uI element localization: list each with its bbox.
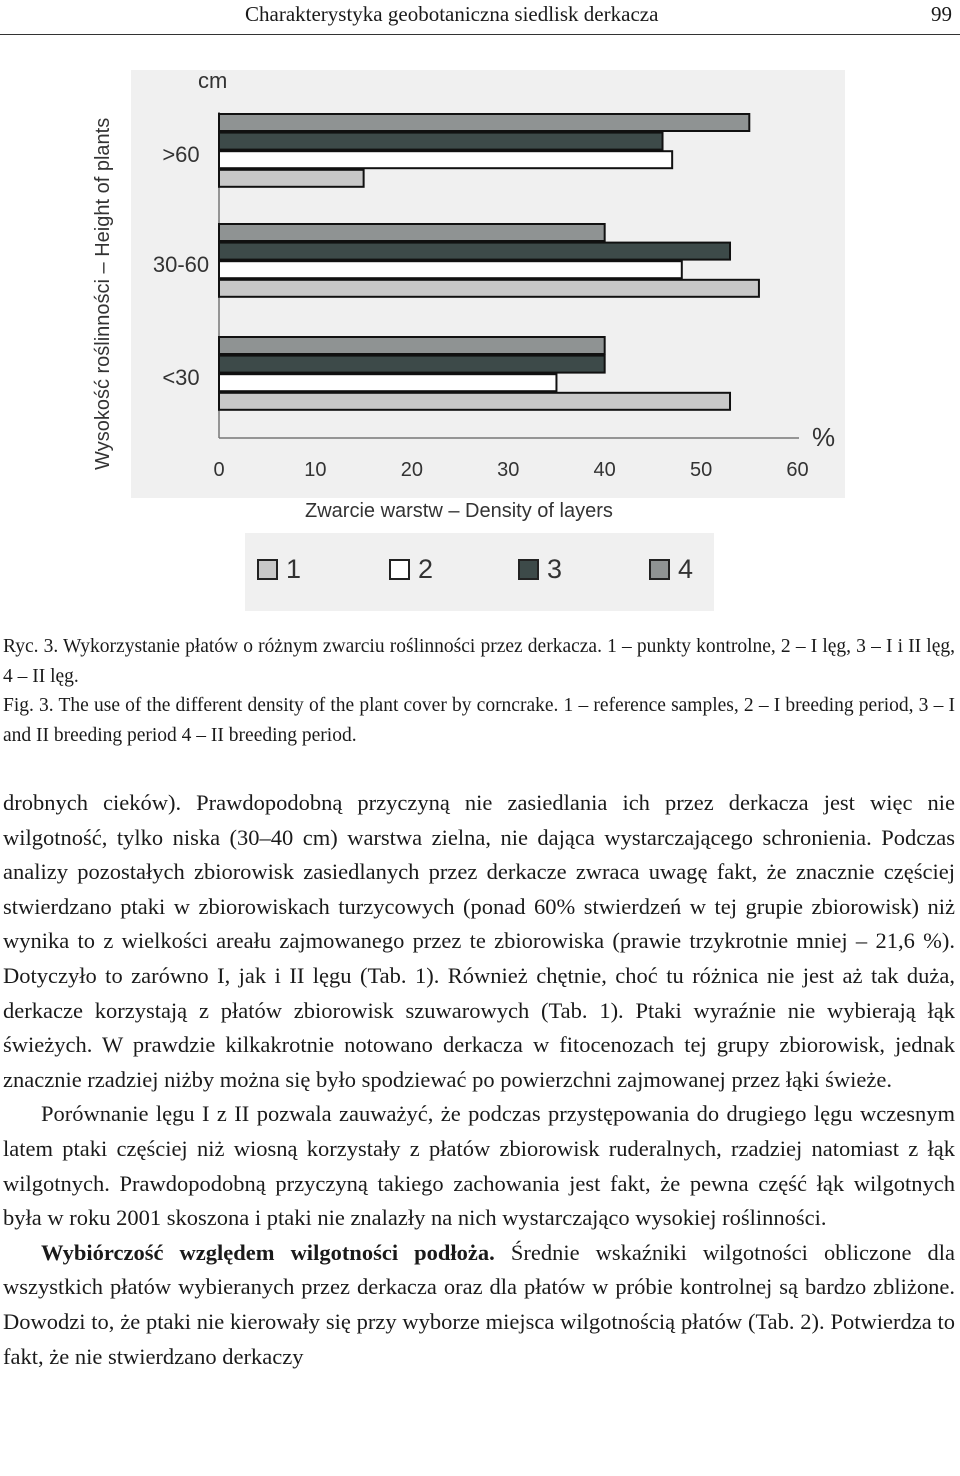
legend-swatch-1 bbox=[257, 559, 278, 580]
legend-item-3 bbox=[518, 553, 562, 585]
legend-swatch-3 bbox=[518, 559, 539, 580]
page-header bbox=[0, 0, 960, 35]
bar-series-4 bbox=[219, 114, 749, 131]
legend-label: 1 bbox=[286, 553, 302, 584]
figure-caption-en: Fig. 3. The use of the different density of the plant cover by corncrake. 1 – reference samples, 2 – I breeding period, 3 – I and II breeding period 4 – II breeding period. bbox=[3, 695, 955, 746]
bar-series-1 bbox=[219, 393, 730, 410]
legend-label: 2 bbox=[418, 553, 434, 584]
legend-item-1 bbox=[257, 553, 301, 585]
bar-chart bbox=[131, 70, 845, 498]
bar-series-2 bbox=[219, 151, 672, 168]
x-tick-label: 10 bbox=[304, 459, 327, 481]
unit-cm-label: cm bbox=[198, 70, 228, 93]
page-number: 99 bbox=[931, 2, 952, 26]
bar-series-2 bbox=[219, 374, 556, 391]
bar-series-1 bbox=[219, 170, 364, 187]
running-title: Charakterystyka geobotaniczna siedlisk derkacza bbox=[245, 2, 659, 26]
category-label: >60 bbox=[162, 142, 200, 167]
category-label: 30-60 bbox=[152, 252, 210, 277]
bar-series-3 bbox=[219, 133, 663, 150]
legend-label: 3 bbox=[547, 553, 563, 584]
paragraph: drobnych cieków). Prawdopodobną przyczyną nie zasiedlania ich przez derkacza jest więc nie wilgotność, tylko niska (30–40 cm) warstwa zielna, nie dająca wystarczającego schronienia. Podczas analizy pozostałych zbiorowisk zasiedlanych przez derkacze zwraca uwagę fakt, że znacznie częściej stwierdzano ptaki w zbiorowiskach turzycowych (ponad 60% stwierdzeń w tej grupie zbiorowisk) niż wynika to z wielkości areału zajmowanego przez te zbiorowiska (prawie trzykrotnie mniej – 21,6 %). Dotyczyło to zarówno I, jak i II lęgu (Tab. 1). Również chętnie, choć tu różnica nie jest aż tak duża, derkacze korzystają z płatów zbiorowisk szuwarowych (Tab. 1). Ptaki wyraźnie nie wybierają łąk świeżych. W prawdzie kilkakrotnie notowano derkacza w fitocenozach tej grupy zbiorowisk, jednak znacznie rzadziej niżby można się było spodziewać po powierzchni zajmowanej przez łąki świeże. bbox=[3, 790, 955, 1092]
paragraph bbox=[3, 1236, 955, 1374]
body-text bbox=[3, 786, 955, 1374]
bar-series-3 bbox=[219, 356, 605, 373]
paragraph-text: Średnie wskaźniki wilgotności obliczone dla wszystkich płatów wybieranych przez derkacza oraz dla płatów w próbie kontrolnej są bardzo zbliżone. Dowodzi to, że ptaki nie kierowały się przy wyborze miejsca wilgotnością płatów (Tab. 2). Potwierdza to fakt, że nie stwierdzano derkaczy bbox=[3, 1239, 955, 1369]
chart-legend bbox=[245, 533, 714, 611]
legend-item-2 bbox=[389, 553, 433, 585]
bar-chart-plot bbox=[131, 70, 845, 498]
legend-swatch-2 bbox=[389, 559, 410, 580]
legend-swatch-4 bbox=[649, 559, 670, 580]
legend-label: 4 bbox=[678, 553, 694, 584]
category-label: <30 bbox=[162, 365, 200, 390]
bar-series-1 bbox=[219, 280, 759, 297]
bar-series-4 bbox=[219, 337, 605, 354]
paragraph: Porównanie lęgu I z II pozwala zauważyć, że podczas przystępowania do drugiego lęgu wczesnym latem ptaki częściej niż wiosną korzystały z płatów zbiorowisk ruderalnych, rzadziej natomiast z łąk wilgotnych. Prawdopodobną przyczyną takiego zachowania jest fakt, że pewna część łąk wilgotnych była w roku 2001 skoszona i ptaki nie znalazły na nich wystarczająco wysokiej roślinności. bbox=[3, 1101, 955, 1231]
y-axis-label: Wysokość roślinności – Height of plants bbox=[92, 117, 114, 470]
bar-series-4 bbox=[219, 224, 605, 241]
x-tick-label: 20 bbox=[400, 459, 423, 481]
x-tick-label: 40 bbox=[593, 459, 616, 481]
unit-percent-label: % bbox=[812, 422, 836, 452]
x-tick-label: 0 bbox=[213, 459, 225, 481]
bar-series-3 bbox=[219, 243, 730, 260]
section-run-in-heading: Wybiórczość względem wilgotności podłoża. bbox=[41, 1239, 495, 1265]
x-tick-label: 60 bbox=[786, 459, 809, 481]
x-tick-label: 50 bbox=[689, 459, 713, 481]
legend-item-4 bbox=[649, 553, 693, 585]
x-tick-label: 30 bbox=[497, 459, 520, 481]
bar-series-2 bbox=[219, 261, 682, 278]
figure-caption-pl: Ryc. 3. Wykorzystanie płatów o różnym zwarciu roślinności przez derkacza. 1 – punkty kontrolne, 2 – I lęg, 3 – I i II lęg, 4 – II lęg. bbox=[3, 636, 955, 687]
x-axis-label: Zwarcie warstw – Density of layers bbox=[305, 500, 613, 522]
